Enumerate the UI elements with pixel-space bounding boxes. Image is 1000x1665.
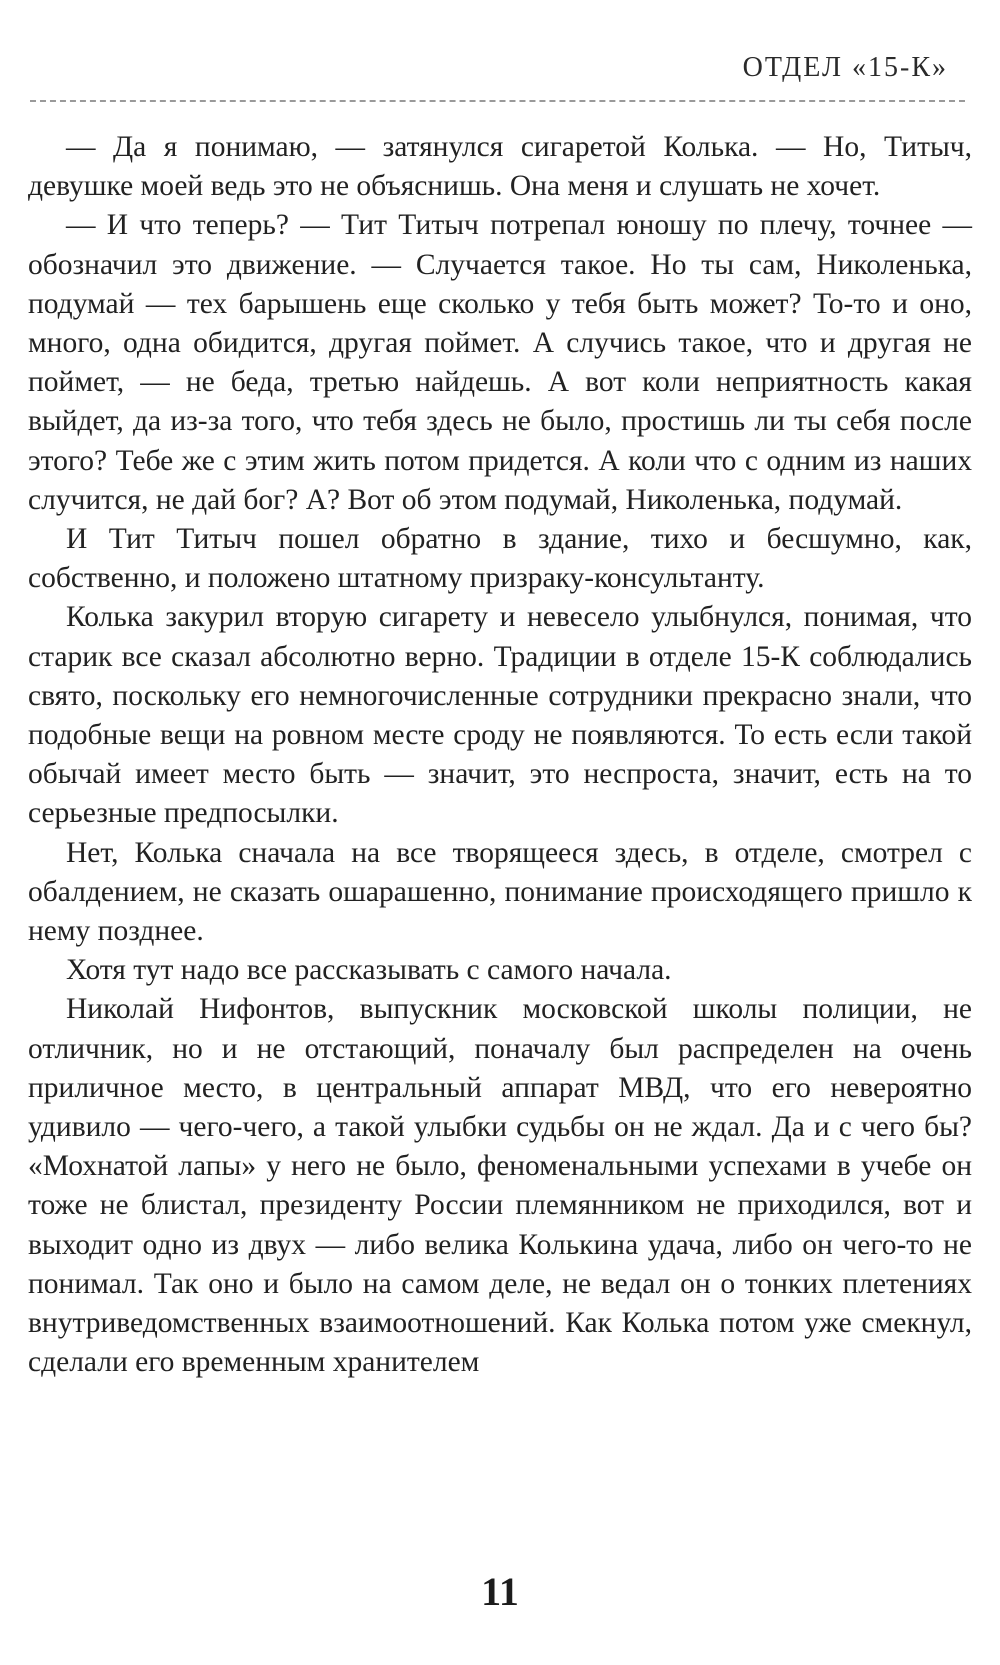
paragraph: Николай Нифонтов, выпускник московской школы полиции, не отличник, но и не отстающий, поначалу был распределен на очень приличное место, в центральный аппарат МВД, что его невероятно удивило — чего-чего, а такой улыбки судьбы он не ждал. Да и с чего бы? «Мохнатой лапы» у него не было, феноменальными успехами в учебе он тоже не блистал, президенту России племянником не приходился, вот и выходит одно из двух — либо велика Колькина удача, либо он чего-то не понимал. Так оно и было на самом деле, не ведал он о тонких плетениях внутриведомственных взаимоотношений. Как Колька потом уже смекнул, сделали его временным хранителем: [28, 993, 972, 1379]
paragraph: Нет, Колька сначала на все творящееся здесь, в отделе, смотрел с обалдением, не сказать ошарашенно, понимание происходящего пришло к нему позднее.: [28, 836, 972, 948]
running-head: ОТДЕЛ «15-К»: [742, 52, 948, 83]
header-rule: [30, 100, 965, 102]
page-number: 11: [481, 1569, 519, 1614]
paragraph: Колька закурил вторую сигарету и невесело улыбнулся, понимая, что старик все сказал абсолютно верно. Традиции в отделе 15-К соблюдались свято, поскольку его немногочисленные сотрудники прекрасно знали, что подобные вещи на ровном месте сроду не появляются. То есть если такой обычай имеет место быть — значит, это неспроста, значит, есть на то серьезные предпосылки.: [28, 601, 972, 830]
paragraph: — Да я понимаю, — затянулся сигаретой Колька. — Но, Титыч, девушке моей ведь это не объяснишь. Она меня и слушать не хочет.: [28, 131, 972, 203]
paragraph: — И что теперь? — Тит Титыч потрепал юношу по плечу, точнее — обозначил это движение. — Случается такое. Но ты сам, Николенька, подумай — тех барышень еще сколько у тебя быть может? То-то и оно, много, одна обидится, другая поймет. А случись такое, что и другая не поймет, — не беда, третью найдешь. А вот коли неприятность какая выйдет, да из-за того, что тебя здесь не было, простишь ли ты себя после этого? Тебе же с этим жить потом придется. А коли что с одним из наших случится, не дай бог? А? Вот об этом подумай, Николенька, подумай.: [28, 209, 972, 516]
paragraph: Хотя тут надо все рассказывать с самого начала.: [66, 954, 672, 987]
paragraph: И Тит Титыч пошел обратно в здание, тихо и бесшумно, как, собственно, и положено штатному призраку-консультанту.: [28, 523, 972, 595]
body-text: [28, 128, 972, 1383]
